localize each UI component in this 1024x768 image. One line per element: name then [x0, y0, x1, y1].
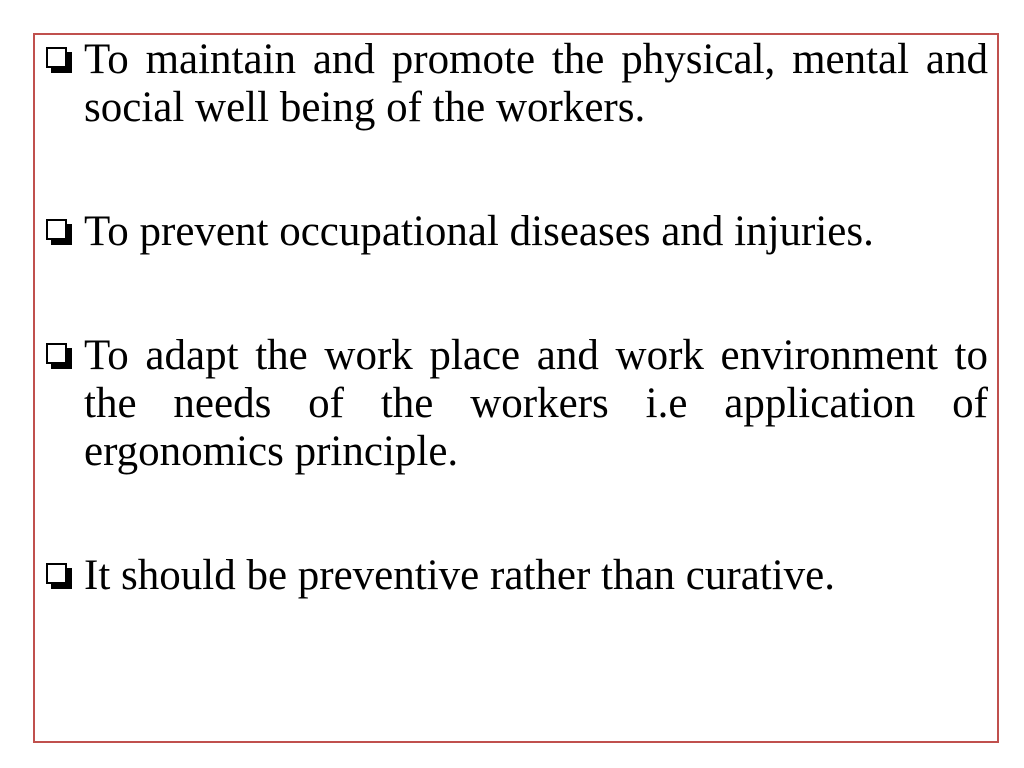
bullet-item [46, 552, 988, 600]
hollow-square-bullet-icon [46, 563, 72, 589]
hollow-square-bullet-icon [46, 47, 72, 73]
hollow-square-bullet-icon [46, 343, 72, 369]
bullet-text: It should be preventive rather than curative. [84, 552, 836, 599]
bullet-text: To adapt the work place and work environment to the needs of the workers i.e application of ergonomics principle. [84, 332, 988, 475]
bullet-item [46, 36, 988, 132]
bullet-text: To maintain and promote the physical, mental and social well being of the workers. [84, 36, 988, 131]
bullet-list [46, 36, 988, 600]
bullet-item [46, 208, 988, 256]
hollow-square-bullet-icon [46, 219, 72, 245]
bullet-item [46, 332, 988, 476]
bullet-text: To prevent occupational diseases and injuries. [84, 208, 874, 255]
